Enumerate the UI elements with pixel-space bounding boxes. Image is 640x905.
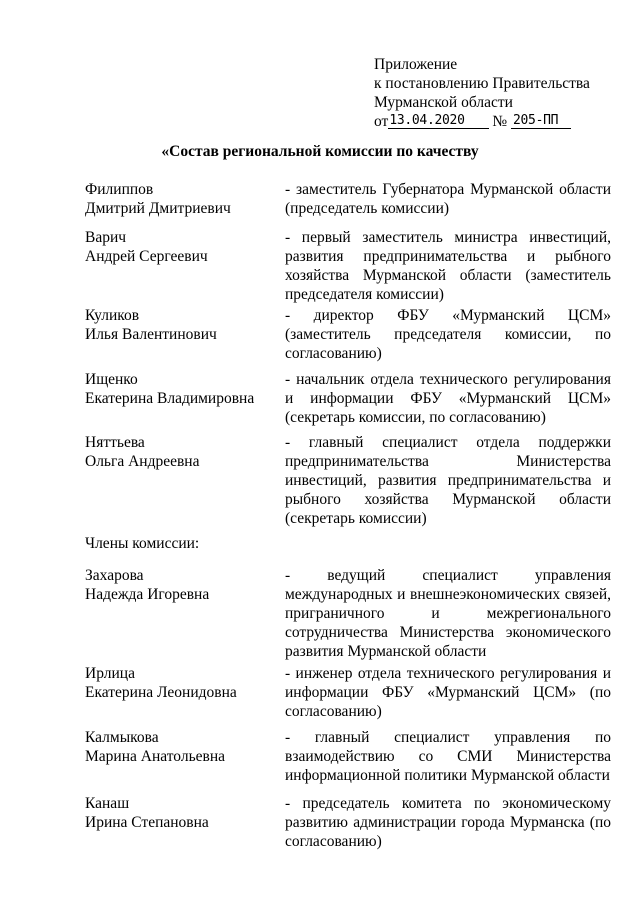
person-given-name: Ольга Андреевна — [85, 453, 200, 470]
person-name — [85, 664, 260, 702]
person-surname: Захарова — [85, 567, 144, 584]
appendix-decree-ref: к постановлению Правительства — [374, 75, 590, 92]
person-surname: Филиппов — [85, 181, 154, 198]
person-role: - первый заместитель министра инвестиций, развития предпринимательства и рыбного хозяйства Мурманской области (заместитель председателя комиссии) — [285, 229, 611, 303]
person-name — [85, 306, 260, 344]
person-given-name: Дмитрий Дмитриевич — [85, 200, 231, 217]
person-role: - главный специалист управления по взаимодействию со СМИ Министерства информационной политики Мурманской области — [285, 729, 611, 784]
person-name — [85, 228, 260, 266]
person-name — [85, 794, 260, 832]
person-role: - председатель комитета по экономическому развитию администрации города Мурманска (по согласованию) — [285, 795, 611, 850]
person-given-name: Марина Анатольевна — [85, 748, 226, 765]
person-role: - главный специалист отдела поддержки предпринимательства Министерства инвестиций, развития предпринимательства и рыбного хозяйства Мурманской области (секретарь комиссии) — [285, 434, 611, 527]
person-name — [85, 370, 260, 408]
person-role: - директор ФБУ «Мурманский ЦСМ» (заместитель председателя комиссии, по согласованию) — [285, 307, 611, 362]
person-surname: Ищенко — [85, 371, 138, 388]
date-prefix: от — [374, 113, 389, 130]
person-surname: Куликов — [85, 307, 140, 324]
appendix-region: Мурманской области — [374, 94, 513, 111]
person-name — [85, 566, 260, 604]
person-surname: Ирлица — [85, 665, 135, 682]
decree-number: 205-ПП — [511, 113, 571, 129]
person-surname: Канаш — [85, 795, 130, 812]
decree-date: 13.04.2020 — [388, 113, 489, 129]
person-role: - начальник отдела технического регулирования и информации ФБУ «Мурманский ЦСМ» (секретарь комиссии, по согласованию) — [285, 371, 611, 426]
appendix-block — [374, 55, 624, 131]
person-given-name: Андрей Сергеевич — [85, 248, 208, 265]
person-given-name: Надежда Игоревна — [85, 586, 210, 603]
person-given-name: Екатерина Владимировна — [85, 390, 255, 407]
appendix-label: Приложение — [374, 56, 458, 73]
person-surname: Калмыкова — [85, 729, 159, 746]
decree-date-number-line — [374, 112, 624, 131]
members-heading: Члены комиссии: — [85, 535, 200, 552]
person-role: - заместитель Губернатора Мурманской области (председатель комиссии) — [285, 181, 611, 217]
person-given-name: Ирина Степановна — [85, 814, 209, 831]
person-surname: Варич — [85, 229, 127, 246]
person-role: - инженер отдела технического регулирования и информации ФБУ «Мурманский ЦСМ» (по согласованию) — [285, 665, 611, 720]
person-surname: Няттьева — [85, 434, 145, 451]
person-given-name: Екатерина Леонидовна — [85, 684, 237, 701]
person-name — [85, 433, 260, 471]
number-sign: № — [492, 113, 508, 130]
person-name — [85, 180, 260, 218]
person-name — [85, 728, 260, 766]
person-given-name: Илья Валентинович — [85, 326, 217, 343]
document-title: «Состав региональной комиссии по качеству — [161, 143, 479, 160]
person-role: - ведущий специалист управления международных и внешнеэкономических связей, приграничного и межрегионального сотрудничества Министерства экономического развития Мурманской области — [285, 567, 611, 660]
